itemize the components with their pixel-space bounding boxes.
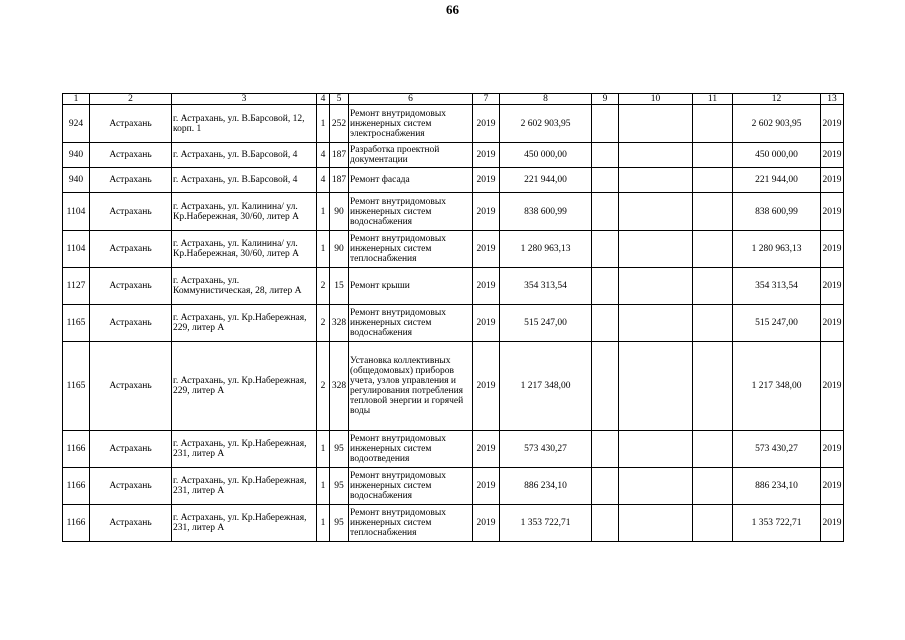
cell-col11 bbox=[693, 468, 733, 505]
cell-total: 1 280 963,13 bbox=[733, 231, 821, 268]
cell-year: 2019 bbox=[473, 431, 500, 468]
cell-cost: 2 602 903,95 bbox=[500, 105, 592, 143]
cell-flats: 95 bbox=[330, 431, 349, 468]
cell-year-end: 2019 bbox=[821, 505, 844, 542]
cell-city: Астрахань bbox=[90, 431, 172, 468]
cell-cost: 450 000,00 bbox=[500, 143, 592, 168]
cell-year-end: 2019 bbox=[821, 231, 844, 268]
header-cell: 5 bbox=[330, 94, 349, 105]
cell-col11 bbox=[693, 305, 733, 342]
cell-col11 bbox=[693, 231, 733, 268]
cell-col10 bbox=[619, 143, 693, 168]
cell-work-type: Ремонт внутридомовых инженерных систем теплоснабжения bbox=[349, 505, 473, 542]
cell-col9 bbox=[592, 268, 619, 305]
header-cell: 6 bbox=[349, 94, 473, 105]
cell-id: 940 bbox=[63, 168, 90, 193]
cell-city: Астрахань bbox=[90, 305, 172, 342]
cell-total: 1 353 722,71 bbox=[733, 505, 821, 542]
cell-year: 2019 bbox=[473, 268, 500, 305]
table-row bbox=[63, 231, 844, 268]
cell-address: г. Астрахань, ул. Коммунистическая, 28, литер А bbox=[172, 268, 317, 305]
cell-year-end: 2019 bbox=[821, 268, 844, 305]
cell-year-end: 2019 bbox=[821, 342, 844, 431]
table-row bbox=[63, 342, 844, 431]
cell-flats: 252 bbox=[330, 105, 349, 143]
header-cell: 1 bbox=[63, 94, 90, 105]
cell-col10 bbox=[619, 305, 693, 342]
table-row bbox=[63, 268, 844, 305]
cell-year-end: 2019 bbox=[821, 468, 844, 505]
cell-cost: 573 430,27 bbox=[500, 431, 592, 468]
header-cell: 8 bbox=[500, 94, 592, 105]
cell-address: г. Астрахань, ул. Кр.Набережная, 229, литер А bbox=[172, 305, 317, 342]
cell-cost: 354 313,54 bbox=[500, 268, 592, 305]
cell-total: 354 313,54 bbox=[733, 268, 821, 305]
cell-col9 bbox=[592, 231, 619, 268]
cell-col11 bbox=[693, 431, 733, 468]
cell-work-type: Ремонт внутридомовых инженерных систем водоснабжения bbox=[349, 468, 473, 505]
cell-id: 1104 bbox=[63, 193, 90, 231]
cell-col11 bbox=[693, 505, 733, 542]
cell-col10 bbox=[619, 468, 693, 505]
cell-id: 1127 bbox=[63, 268, 90, 305]
cell-total: 2 602 903,95 bbox=[733, 105, 821, 143]
cell-col9 bbox=[592, 342, 619, 431]
cell-col9 bbox=[592, 143, 619, 168]
cell-col10 bbox=[619, 193, 693, 231]
header-cell: 10 bbox=[619, 94, 693, 105]
cell-year: 2019 bbox=[473, 505, 500, 542]
cell-total: 450 000,00 bbox=[733, 143, 821, 168]
cell-flats: 95 bbox=[330, 505, 349, 542]
table-row bbox=[63, 105, 844, 143]
cell-col9 bbox=[592, 193, 619, 231]
cell-year-end: 2019 bbox=[821, 305, 844, 342]
cell-work-type: Ремонт внутридомовых инженерных систем водоотведения bbox=[349, 431, 473, 468]
cell-id: 1165 bbox=[63, 305, 90, 342]
page-number: 66 bbox=[446, 2, 459, 17]
cell-col10 bbox=[619, 431, 693, 468]
cell-cost: 1 353 722,71 bbox=[500, 505, 592, 542]
cell-col10 bbox=[619, 105, 693, 143]
header-cell: 9 bbox=[592, 94, 619, 105]
cell-work-type: Ремонт внутридомовых инженерных систем водоснабжения bbox=[349, 305, 473, 342]
cell-col9 bbox=[592, 505, 619, 542]
cell-total: 221 944,00 bbox=[733, 168, 821, 193]
cell-col10 bbox=[619, 268, 693, 305]
cell-flats: 90 bbox=[330, 231, 349, 268]
cell-flats: 187 bbox=[330, 168, 349, 193]
cell-col11 bbox=[693, 143, 733, 168]
cell-col10 bbox=[619, 342, 693, 431]
cell-col11 bbox=[693, 193, 733, 231]
cell-col9 bbox=[592, 105, 619, 143]
cell-year: 2019 bbox=[473, 468, 500, 505]
cell-id: 1166 bbox=[63, 468, 90, 505]
cell-id: 1165 bbox=[63, 342, 90, 431]
cell-year: 2019 bbox=[473, 305, 500, 342]
cell-work-type: Установка коллективных (общедомовых) приборов учета, узлов управления и регулирования потребления тепловой энергии и горячей воды bbox=[349, 342, 473, 431]
cell-flats: 95 bbox=[330, 468, 349, 505]
cell-cost: 886 234,10 bbox=[500, 468, 592, 505]
cell-address: г. Астрахань, ул. В.Барсовой, 4 bbox=[172, 168, 317, 193]
cell-year-end: 2019 bbox=[821, 105, 844, 143]
table-row bbox=[63, 168, 844, 193]
cell-address: г. Астрахань, ул. Кр.Набережная, 231, литер А bbox=[172, 505, 317, 542]
cell-city: Астрахань bbox=[90, 143, 172, 168]
cell-floors: 1 bbox=[317, 231, 330, 268]
cell-id: 1166 bbox=[63, 505, 90, 542]
cell-city: Астрахань bbox=[90, 342, 172, 431]
cell-floors: 4 bbox=[317, 143, 330, 168]
cell-address: г. Астрахань, ул. Кр.Набережная, 229, литер А bbox=[172, 342, 317, 431]
cell-col10 bbox=[619, 231, 693, 268]
header-cell: 3 bbox=[172, 94, 317, 105]
cell-id: 1166 bbox=[63, 431, 90, 468]
cell-id: 940 bbox=[63, 143, 90, 168]
cell-col11 bbox=[693, 342, 733, 431]
cell-id: 924 bbox=[63, 105, 90, 143]
cell-city: Астрахань bbox=[90, 105, 172, 143]
cell-total: 886 234,10 bbox=[733, 468, 821, 505]
header-row bbox=[63, 94, 844, 105]
header-cell: 11 bbox=[693, 94, 733, 105]
cell-floors: 1 bbox=[317, 505, 330, 542]
table-row bbox=[63, 505, 844, 542]
cell-work-type: Разработка проектной документации bbox=[349, 143, 473, 168]
cell-address: г. Астрахань, ул. Кр.Набережная, 231, литер А bbox=[172, 468, 317, 505]
table-row bbox=[63, 193, 844, 231]
cell-work-type: Ремонт внутридомовых инженерных систем теплоснабжения bbox=[349, 231, 473, 268]
cell-year-end: 2019 bbox=[821, 143, 844, 168]
cell-id: 1104 bbox=[63, 231, 90, 268]
cell-address: г. Астрахань, ул. Калинина/ ул. Кр.Набережная, 30/60, литер А bbox=[172, 193, 317, 231]
repair-program-table bbox=[62, 93, 844, 542]
cell-total: 1 217 348,00 bbox=[733, 342, 821, 431]
header-cell: 7 bbox=[473, 94, 500, 105]
cell-total: 838 600,99 bbox=[733, 193, 821, 231]
cell-city: Астрахань bbox=[90, 505, 172, 542]
cell-cost: 221 944,00 bbox=[500, 168, 592, 193]
cell-floors: 1 bbox=[317, 431, 330, 468]
cell-city: Астрахань bbox=[90, 268, 172, 305]
cell-col11 bbox=[693, 105, 733, 143]
table-row bbox=[63, 431, 844, 468]
cell-address: г. Астрахань, ул. Калинина/ ул. Кр.Набережная, 30/60, литер А bbox=[172, 231, 317, 268]
cell-floors: 1 bbox=[317, 105, 330, 143]
cell-cost: 838 600,99 bbox=[500, 193, 592, 231]
cell-year: 2019 bbox=[473, 168, 500, 193]
table-row bbox=[63, 305, 844, 342]
cell-col11 bbox=[693, 168, 733, 193]
cell-year: 2019 bbox=[473, 193, 500, 231]
cell-address: г. Астрахань, ул. В.Барсовой, 12, корп. 1 bbox=[172, 105, 317, 143]
cell-year: 2019 bbox=[473, 143, 500, 168]
cell-work-type: Ремонт внутридомовых инженерных систем водоснабжения bbox=[349, 193, 473, 231]
header-cell: 2 bbox=[90, 94, 172, 105]
cell-col11 bbox=[693, 268, 733, 305]
cell-col9 bbox=[592, 168, 619, 193]
header-cell: 13 bbox=[821, 94, 844, 105]
table-row bbox=[63, 468, 844, 505]
cell-col9 bbox=[592, 468, 619, 505]
cell-total: 573 430,27 bbox=[733, 431, 821, 468]
cell-city: Астрахань bbox=[90, 468, 172, 505]
cell-floors: 2 bbox=[317, 268, 330, 305]
cell-cost: 515 247,00 bbox=[500, 305, 592, 342]
cell-cost: 1 280 963,13 bbox=[500, 231, 592, 268]
cell-work-type: Ремонт фасада bbox=[349, 168, 473, 193]
cell-work-type: Ремонт внутридомовых инженерных систем электроснабжения bbox=[349, 105, 473, 143]
cell-flats: 187 bbox=[330, 143, 349, 168]
table-row bbox=[63, 143, 844, 168]
cell-floors: 2 bbox=[317, 342, 330, 431]
cell-year: 2019 bbox=[473, 105, 500, 143]
header-cell: 4 bbox=[317, 94, 330, 105]
cell-year: 2019 bbox=[473, 231, 500, 268]
cell-address: г. Астрахань, ул. Кр.Набережная, 231, литер А bbox=[172, 431, 317, 468]
cell-floors: 1 bbox=[317, 468, 330, 505]
cell-flats: 328 bbox=[330, 342, 349, 431]
cell-total: 515 247,00 bbox=[733, 305, 821, 342]
cell-flats: 328 bbox=[330, 305, 349, 342]
cell-city: Астрахань bbox=[90, 231, 172, 268]
cell-col10 bbox=[619, 168, 693, 193]
cell-flats: 90 bbox=[330, 193, 349, 231]
cell-year-end: 2019 bbox=[821, 168, 844, 193]
cell-cost: 1 217 348,00 bbox=[500, 342, 592, 431]
cell-col9 bbox=[592, 305, 619, 342]
cell-floors: 4 bbox=[317, 168, 330, 193]
cell-col10 bbox=[619, 505, 693, 542]
cell-floors: 2 bbox=[317, 305, 330, 342]
cell-col9 bbox=[592, 431, 619, 468]
cell-year: 2019 bbox=[473, 342, 500, 431]
cell-year-end: 2019 bbox=[821, 431, 844, 468]
cell-address: г. Астрахань, ул. В.Барсовой, 4 bbox=[172, 143, 317, 168]
cell-city: Астрахань bbox=[90, 168, 172, 193]
cell-year-end: 2019 bbox=[821, 193, 844, 231]
cell-flats: 15 bbox=[330, 268, 349, 305]
cell-floors: 1 bbox=[317, 193, 330, 231]
header-cell: 12 bbox=[733, 94, 821, 105]
cell-city: Астрахань bbox=[90, 193, 172, 231]
cell-work-type: Ремонт крыши bbox=[349, 268, 473, 305]
